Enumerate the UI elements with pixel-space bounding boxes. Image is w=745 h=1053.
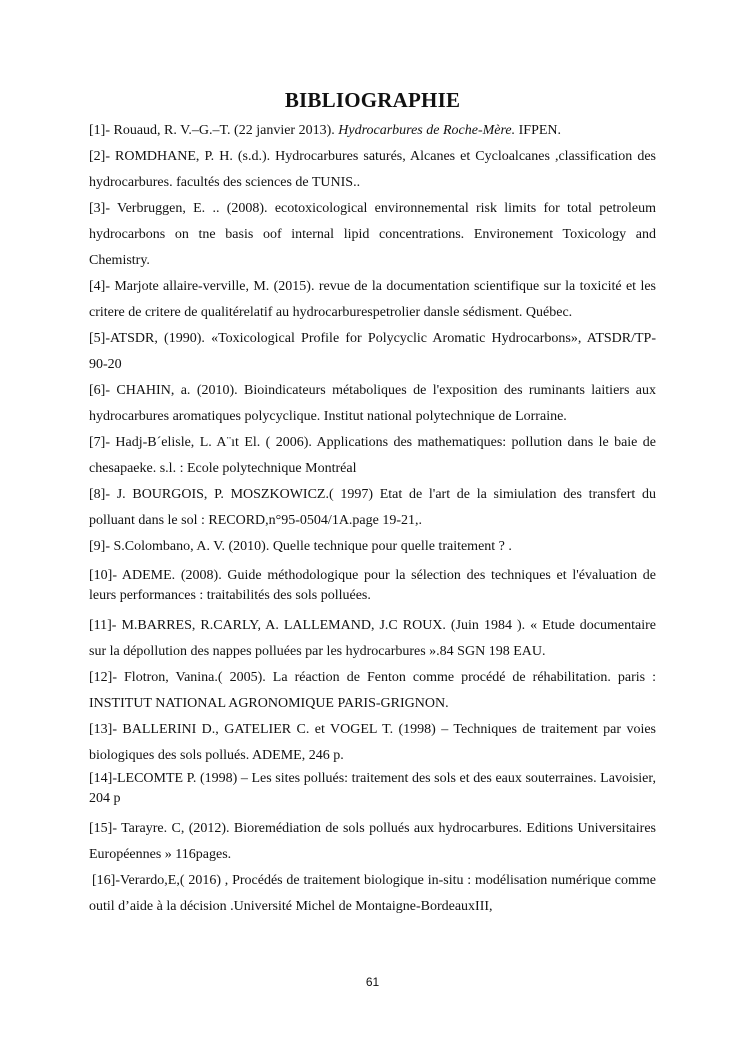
reference-4: [4]- Marjote allaire-verville, M. (2015). revue de la documentation scientifique sur la toxicité et les critere de critere de qualitérelatif au hydrocarburespetrolier dansle sédisment. Québec.	[89, 279, 656, 320]
page-title: BIBLIOGRAPHIE	[284, 88, 461, 112]
reference-1-prefix: [1]- Rouaud, R. V.–G.–T. (22 janvier 2013).	[89, 123, 339, 138]
reference-1-title: Hydrocarbures de Roche-Mère.	[338, 123, 516, 138]
reference-15: [15]- Tarayre. C, (2012). Bioremédiation de sols pollués aux hydrocarbures. Editions Universitaires Européennes » 116pages.	[89, 821, 656, 862]
reference-11: [11]- M.BARRES, R.CARLY, A. LALLEMAND, J.C ROUX. (Juin 1984 ). « Etude documentaire sur la dépollution des nappes polluées par les hydrocarbures ».84 SGN 198 EAU.	[89, 618, 656, 659]
page-number: 61	[365, 975, 380, 989]
reference-16: [16]-Verardo,E,( 2016) , Procédés de traitement biologique in-situ : modélisation numérique comme outil d’aide à la décision .Université Michel de Montaigne-BordeauxIII,	[89, 873, 656, 914]
reference-6: [6]- CHAHIN, a. (2010). Bioindicateurs métaboliques de l'exposition des ruminants laitiers aux hydrocarbures aromatiques polycyclique. Institut national polytechnique de Lorraine.	[89, 383, 656, 424]
reference-10: [10]- ADEME. (2008). Guide méthodologique pour la sélection des techniques et l'évaluation de leurs performances : traitabilités des sols polluées.	[89, 568, 656, 603]
reference-12: [12]- Flotron, Vanina.( 2005). La réaction de Fenton comme procédé de réhabilitation. paris : INSTITUT NATIONAL AGRONOMIQUE PARIS-GRIGNON.	[89, 670, 656, 711]
reference-2: [2]- ROMDHANE, P. H. (s.d.). Hydrocarbures saturés, Alcanes et Cycloalcanes ,classification des hydrocarbures. facultés des sciences de TUNIS..	[89, 149, 656, 190]
reference-14: [14]-LECOMTE P. (1998) – Les sites pollués: traitement des sols et des eaux souterraines. Lavoisier, 204 p	[89, 771, 656, 806]
reference-5: [5]-ATSDR, (1990). «Toxicological Profile for Polycyclic Aromatic Hydrocarbons», ATSDR/TP- 90-20	[89, 331, 656, 372]
reference-3: [3]- Verbruggen, E. .. (2008). ecotoxicological environnemental risk limits for total petroleum hydrocarbons on tne basis oof internal lipid concentrations. Environement Toxicology and Chemistry.	[89, 201, 656, 268]
reference-1	[89, 118, 656, 144]
reference-8: [8]- J. BOURGOIS, P. MOSZKOWICZ.( 1997) Etat de l'art de la simiulation des transfert du polluant dans le sol : RECORD,n°95-0504/1A.page 19-21,.	[89, 487, 656, 528]
reference-13: [13]- BALLERINI D., GATELIER C. et VOGEL T. (1998) – Techniques de traitement par voies biologiques des sols pollués. ADEME, 246 p.	[89, 722, 656, 763]
reference-list	[89, 118, 656, 920]
reference-1-publisher: IFPEN.	[515, 123, 562, 138]
reference-7: [7]- Hadj-B´elisle, L. A¨ıt El. ( 2006). Applications des mathematiques: pollution dans le baie de chesapaeke. s.l. : Ecole polytechnique Montréal	[89, 435, 656, 476]
reference-9: [9]- S.Colombano, A. V. (2010). Quelle technique pour quelle traitement ? .	[89, 539, 512, 554]
